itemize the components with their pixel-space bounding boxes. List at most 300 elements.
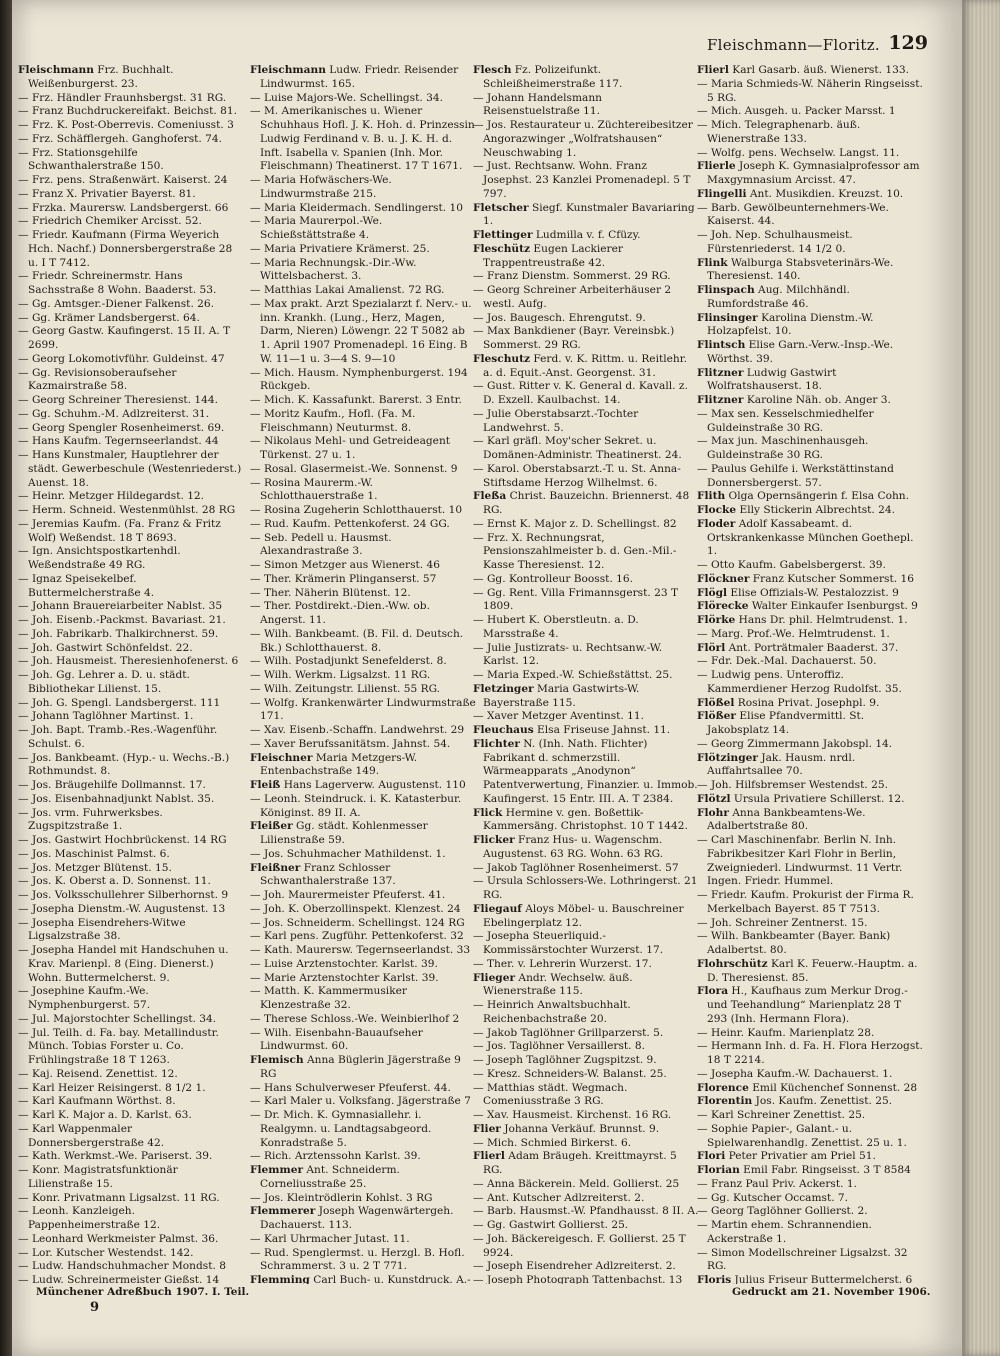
- directory-entry: [18, 724, 244, 752]
- entry-surname: Flierl: [697, 64, 729, 76]
- directory-entry: [250, 243, 476, 257]
- entry-text: — Jos. Taglöhner Versaillerst. 8.: [473, 1040, 646, 1053]
- entry-text: Ant. Musikdien. Kreuzst. 10.: [746, 187, 904, 200]
- entry-surname: Florentin: [697, 1095, 753, 1108]
- entry-text: Karolina Dienstm.-W. Holzapfelst. 10.: [707, 311, 874, 338]
- directory-entry: [250, 477, 476, 505]
- book-spine-shadow: [0, 0, 12, 1356]
- directory-entry: [473, 1192, 699, 1206]
- directory-entry: [473, 807, 699, 835]
- directory-entry: [697, 1247, 923, 1275]
- directory-entry: [697, 202, 923, 230]
- entry-surname: Flohr: [697, 806, 729, 819]
- entry-text: — M. Amerikanisches u. Wiener Schuhhaus Hofl. J. K. Hoh. d. Prinzessin Ludwig Ferdinand v. B. u. J. K. H. d. Inft. Isabella v. Spanien (Inh. Mor. Fleischmann) Theatinerst. 17 T 1671.: [250, 105, 475, 173]
- entry-surname: Flora: [697, 985, 729, 998]
- column-4: [697, 64, 923, 1284]
- directory-entry: [473, 1027, 699, 1041]
- entry-text: Karl Gasarb. äuß. Wienerst. 133.: [728, 64, 909, 76]
- entry-text: — Jos. Schuhmacher Mathildenst. 1.: [250, 847, 446, 860]
- directory-entry: [18, 1095, 244, 1109]
- directory-entry: [250, 724, 476, 738]
- entry-text: — Franz Paul Priv. Ackerst. 1.: [697, 1177, 857, 1190]
- directory-entry: [18, 1192, 244, 1206]
- directory-entry: [18, 573, 244, 601]
- entry-text: — Konr. Privatmann Ligsalzst. 11 RG.: [18, 1191, 220, 1204]
- directory-entry: [18, 1205, 244, 1233]
- directory-entry: [473, 1260, 699, 1274]
- entry-text: — Jos. Gastwirt Hochbrückenst. 14 RG: [18, 834, 227, 846]
- entry-text: H., Kaufhaus zum Merkur Drog.- und Teehandlung“ Marienplatz 28 T 293 (Inh. Hermann Flora).: [707, 985, 908, 1025]
- directory-entry: [473, 1068, 699, 1082]
- entry-surname: Flierle: [697, 160, 736, 173]
- directory-entry: [18, 174, 244, 188]
- entry-text: — Gg. Kutscher Occamst. 7.: [697, 1191, 849, 1204]
- entry-text: — Gg. Schuhm.-M. Adlzreiterst. 31.: [18, 407, 210, 420]
- entry-text: — Jeremias Kaufm. (Fa. Franz & Fritz Wolf) Weßendst. 18 T 8693.: [18, 517, 221, 544]
- entry-text: — Max Bankdiener (Bayr. Vereinsbk.) Sommerst. 29 RG.: [473, 325, 675, 351]
- entry-text: — Josepha Eisendrehers-Witwe Ligsalzstraße 38.: [18, 916, 186, 943]
- entry-text: — Hans Kunstmaler, Hauptlehrer der städt. Gewerbeschule (Westenriederst.) Auenst. 18.: [18, 449, 242, 489]
- entry-text: — Georg Zimmermann Jakobspl. 14.: [697, 737, 893, 750]
- entry-text: Anna Büglerin Jägerstraße 9 RG: [260, 1054, 461, 1080]
- entry-text: — Rud. Spenglermst. u. Herzgl. B. Hofl. Schrammerst. 3 u. 2 T 771.: [250, 1246, 465, 1273]
- entry-text: — Joh. Schreiner Zentnerst. 15.: [697, 916, 868, 929]
- entry-text: — Xav. Eisenb.-Schaffn. Landwehrst. 29: [250, 724, 465, 736]
- column-1: [18, 64, 244, 1284]
- entry-text: Elise Garn.-Verw.-Insp.-We. Wörthst. 39.: [707, 339, 894, 365]
- entry-text: — Karl Maler u. Volksfang. Jägerstraße 7: [250, 1095, 471, 1108]
- directory-entry: [697, 1205, 923, 1219]
- directory-entry: [250, 1247, 476, 1275]
- entry-text: — Joh. Bäckereigesch. F. Gollierst. 25 T 9924.: [473, 1232, 686, 1259]
- entry-text: — Friedr. Kaufmann (Firma Weyerich Hch. Nachf.) Donnersbergerstraße 28 u. I T 7412.: [18, 229, 233, 269]
- directory-entry: [473, 312, 699, 326]
- directory-entry: [473, 930, 699, 958]
- directory-entry: [473, 683, 699, 711]
- entry-text: — Leonh. Steindruck. i. K. Katasterbur. Königinst. 89 II. A.: [250, 792, 462, 819]
- directory-entry: [250, 1150, 476, 1164]
- entry-text: — Ludwig pens. Unteroffiz. Kammerdiener Herzog Rudolfst. 35.: [697, 669, 902, 695]
- footer-publication: Münchener Adreßbuch 1907. I. Teil.: [36, 1286, 250, 1298]
- entry-text: — Gg. Revisionsoberaufseher Kazmairstraße 58.: [18, 366, 177, 393]
- directory-entry: [18, 119, 244, 133]
- entry-surname: Fleißer: [250, 820, 293, 833]
- directory-entry: [697, 1068, 923, 1082]
- entry-text: — Therese Schloss.-We. Weinbierlhof 2: [250, 1012, 460, 1025]
- directory-entry: [18, 1082, 244, 1096]
- entry-text: Hans Dr. phil. Helmtrudenst. 1.: [735, 614, 908, 626]
- directory-entry: [697, 1219, 923, 1247]
- entry-text: — Georg Schreiner Theresienst. 144.: [18, 394, 218, 406]
- directory-entry: [18, 1164, 244, 1192]
- entry-text: — Ign. Ansichtspostkartenhdl. Weßendstraße 49 RG.: [18, 545, 181, 571]
- entry-text: Johanna Verkäuf. Brunnst. 9.: [500, 1122, 660, 1135]
- entry-text: Emil Küchenchef Sonnenst. 28: [748, 1081, 918, 1094]
- directory-entry: [250, 655, 476, 669]
- entry-text: Karoline Näh. ob. Anger 3.: [743, 394, 891, 406]
- entry-text: N. (Inh. Nath. Flichter) Fabrikant d. schmerzstill. Wärmeapparats „Anodynon“ Patentverwertung, Finanzier. u. Immob. Kaufingerst. 15 Entr. III. A. T 2384.: [483, 737, 698, 805]
- entry-surname: Fleßa: [473, 490, 507, 503]
- directory-entry: [697, 188, 923, 202]
- entry-text: — Maria Rechnungsk.-Dir.-Ww. Wittelsbacherst. 3.: [250, 256, 417, 283]
- entry-text: — Marg. Prof.-We. Helmtrudenst. 1.: [697, 627, 890, 640]
- directory-entry: [250, 1109, 476, 1150]
- directory-entry: [18, 325, 244, 353]
- entry-text: — Franz Dienstm. Sommerst. 29 RG.: [473, 270, 671, 283]
- directory-entry: [473, 284, 699, 312]
- directory-entry: [697, 985, 923, 1026]
- entry-text: — Georg Taglöhner Gollierst. 2.: [697, 1205, 868, 1218]
- directory-entry: [473, 490, 699, 518]
- directory-entry: [250, 284, 476, 298]
- entry-surname: Fleischmann: [250, 64, 326, 76]
- entry-surname: Flögl: [697, 586, 728, 599]
- entry-text: — Georg Gastw. Kaufingerst. 15 II. A. T 2699.: [18, 325, 231, 351]
- entry-text: Julius Friseur Buttermelcherst. 6: [731, 1274, 913, 1284]
- entry-text: — Josepha Steuerliquid.-Kommissärstochter Wurzerst. 17.: [473, 930, 664, 956]
- entry-text: — Dr. Mich. K. Gymnasiallehr. i. Realgymn. u. Landtagsabgeord. Konradstraße 5.: [250, 1109, 432, 1149]
- directory-entry: [18, 655, 244, 669]
- entry-surname: Flohrschütz: [697, 957, 768, 970]
- directory-entry: [250, 793, 476, 821]
- entry-text: Elsa Friseuse Jahnst. 11.: [533, 724, 671, 736]
- directory-entry: [18, 64, 244, 92]
- directory-entry: [473, 380, 699, 408]
- page-footer: [12, 1286, 962, 1326]
- entry-text: — Franz Buchdruckereifakt. Beichst. 81.: [18, 105, 237, 118]
- entry-text: — Paulus Gehilfe i. Werkstättinstand Donnersbergerst. 57.: [697, 462, 894, 489]
- entry-surname: Flötzinger: [697, 751, 758, 764]
- entry-surname: Fleischmann: [18, 64, 94, 76]
- directory-entry: [250, 1013, 476, 1027]
- entry-surname: Flier: [473, 1122, 501, 1135]
- entry-text: — Matthias Lakai Amalienst. 72 RG.: [250, 284, 445, 296]
- entry-text: — Jul. Teilh. d. Fa. bay. Metallindustr. Münch. Tobias Forster u. Co. Frühlingstraße 18 T 1263.: [18, 1026, 219, 1066]
- directory-entry: [473, 669, 699, 683]
- directory-entry: [697, 1095, 923, 1109]
- directory-entry: [697, 119, 923, 147]
- directory-entry: [18, 848, 244, 862]
- directory-entry: [18, 779, 244, 793]
- entry-text: — Mich. Hausm. Nymphenburgerst. 194 Rückgeb.: [250, 366, 468, 393]
- directory-entry: [697, 229, 923, 257]
- entry-text: — Frz. Stationsgehilfe Schwanthalerstraße 150.: [18, 146, 164, 173]
- entry-surname: Flierl: [473, 1150, 505, 1163]
- directory-entry: [697, 312, 923, 340]
- directory-entry: [18, 862, 244, 876]
- directory-entry: [697, 710, 923, 738]
- entry-text: — Gg. Rent. Villa Frimannsgerst. 23 T 1809.: [473, 586, 679, 613]
- directory-entry: [250, 848, 476, 862]
- directory-entry: [18, 394, 244, 408]
- entry-surname: Flicker: [473, 834, 515, 846]
- directory-entry: [473, 270, 699, 284]
- entry-surname: Flörl: [697, 641, 726, 654]
- entry-surname: Flöckner: [697, 572, 750, 585]
- entry-text: Emil Fabr. Ringseisst. 3 T 8584: [739, 1164, 911, 1176]
- entry-text: — Frz. Händler Fraunhsbergst. 31 RG.: [18, 91, 227, 104]
- entry-text: Walburga Stabsveterinärs-We. Theresienst. 140.: [707, 256, 894, 283]
- entry-text: — Julie Oberstabsarzt.-Tochter Landwehrst. 5.: [473, 407, 639, 434]
- entry-text: — Jul. Majorstochter Schellingst. 34.: [18, 1012, 217, 1025]
- directory-entry: [18, 1247, 244, 1261]
- directory-entry: [250, 367, 476, 395]
- directory-entry: [18, 312, 244, 326]
- entry-text: — Max prakt. Arzt Spezialarzt f. Nerv.- u. inn. Krankh. (Lung., Herz, Magen, Darm, Nieren) Löwengr. 22 T 5082 ab 1. April 1907 Promenadepl. 16 Eing. B W. 11—1 u. 3—4 S. 9—10: [250, 297, 472, 365]
- entry-text: — Fdr. Dek.-Mal. Dachauerst. 50.: [697, 655, 877, 668]
- entry-text: — Matth. K. Kammermusiker Klenzestraße 32.: [250, 985, 407, 1011]
- directory-entry: [250, 697, 476, 725]
- entry-text: — Jos. K. Oberst a. D. Sonnenst. 11.: [18, 875, 211, 888]
- entry-text: — Jos. Kleintrödlerin Kohlst. 3 RG: [250, 1191, 433, 1204]
- directory-entry: [250, 408, 476, 436]
- entry-text: — Ludw. Handschuhmacher Mondst. 8: [18, 1260, 226, 1273]
- directory-entry: [473, 435, 699, 463]
- directory-entry: [18, 298, 244, 312]
- directory-entry: [250, 202, 476, 216]
- entry-text: — Georg Lokomotivführ. Guldeinst. 47: [18, 352, 225, 365]
- directory-entry: [697, 600, 923, 614]
- directory-entry: [473, 862, 699, 876]
- directory-entry: [18, 133, 244, 147]
- entry-text: — Heinrich Anwaltsbuchhalt. Reichenbachstraße 20.: [473, 999, 631, 1025]
- entry-text: — Ther. v. Lehrerin Wurzerst. 17.: [473, 957, 652, 970]
- directory-entry: [18, 752, 244, 780]
- entry-text: Frz. Buchhalt. Weißenburgerst. 23.: [28, 64, 174, 90]
- entry-surname: Fleiß: [250, 779, 281, 791]
- entry-text: Jos. Kaufm. Zenettist. 25.: [752, 1095, 893, 1108]
- directory-entry: [18, 422, 244, 436]
- entry-text: — Josepha Kaufm.-W. Dachauerst. 1.: [697, 1067, 893, 1080]
- directory-entry: [697, 367, 923, 395]
- entry-text: — Leonhard Werkmeister Palmst. 36.: [18, 1232, 219, 1245]
- entry-text: — Ursula Schlossers-We. Lothringerst. 21 RG.: [473, 875, 698, 901]
- directory-entry: [18, 408, 244, 422]
- entry-text: — Joh. Bapt. Tramb.-Res.-Wagenführ. Schulst. 6.: [18, 724, 218, 750]
- directory-entry: [473, 1137, 699, 1151]
- directory-entry: [250, 92, 476, 106]
- directory-entry: [697, 339, 923, 367]
- directory-entry: [250, 1054, 476, 1082]
- entry-text: Elly Stickerin Albrechtst. 24.: [736, 504, 895, 516]
- entry-text: — Hans Kaufm. Tegernseerlandst. 44: [18, 435, 219, 448]
- directory-entry: [473, 1205, 699, 1219]
- entry-text: — Johann Brauereiarbeiter Nablst. 35: [18, 600, 223, 613]
- entry-surname: Fleißner: [250, 861, 301, 874]
- entry-text: — Jos. Eisenbahnadjunkt Nablst. 35.: [18, 792, 215, 805]
- directory-entry: [473, 518, 699, 532]
- entry-text: Siegf. Kunstmaler Bavariaring 1.: [483, 201, 695, 228]
- entry-text: — Wolfg. Krankenwärter Lindwurmstraße 171.: [250, 696, 476, 723]
- entry-surname: Flemisch: [250, 1054, 304, 1066]
- entry-text: — Frz. K. Post-Oberrevis. Comeniusst. 3: [18, 119, 234, 131]
- entry-text: Olga Opernsängerin f. Elsa Cohn.: [725, 490, 909, 503]
- directory-entry: [18, 435, 244, 449]
- directory-entry: [697, 628, 923, 642]
- entry-text: Fz. Polizeifunkt. Schleißheimerstraße 117.: [483, 64, 623, 90]
- entry-text: — Ernst K. Major z. D. Schellingst. 82: [473, 517, 677, 530]
- entry-text: — Joh. Hilfsbremser Westendst. 25.: [697, 779, 888, 791]
- directory-entry: [18, 614, 244, 628]
- directory-entry: [18, 917, 244, 945]
- entry-text: — Maria Hofwäschers-We. Lindwurmstraße 215.: [250, 174, 392, 200]
- directory-entry: [697, 1123, 923, 1151]
- directory-entry: [697, 504, 923, 518]
- entry-surname: Fleischner: [250, 751, 313, 764]
- directory-entry: [250, 1095, 476, 1109]
- directory-entry: [697, 1082, 923, 1096]
- directory-entry: [250, 752, 476, 780]
- directory-entry: [473, 532, 699, 573]
- directory-entry: [250, 889, 476, 903]
- entry-text: — Frz. X. Rechnungsrat, Pensionszahlmeister b. d. Gen.-Mil.-Kasse Theresienst. 12.: [473, 531, 677, 571]
- entry-text: — Joh. Fabrikarb. Thalkirchnerst. 59.: [18, 627, 219, 640]
- directory-entry: [250, 504, 476, 518]
- entry-text: Christ. Bauzeichn. Briennerst. 48 RG.: [483, 490, 690, 516]
- entry-text: — Friedr. Schreinermstr. Hans Sachsstraße 8 Wohn. Baaderst. 53.: [18, 270, 217, 296]
- directory-entry: [473, 834, 699, 862]
- directory-entry: [473, 243, 699, 271]
- directory-entry: [697, 257, 923, 285]
- directory-entry: [697, 655, 923, 669]
- directory-entry: [697, 1150, 923, 1164]
- entry-text: — Maria Maurerpol.-We. Schießstättstraße 4.: [250, 215, 383, 241]
- directory-entry: [18, 545, 244, 573]
- entry-surname: Flitzner: [697, 366, 744, 379]
- entry-text: — Karl Kaufmann Wörthst. 8.: [18, 1095, 176, 1108]
- entry-text: Ant. Porträtmaler Baaderst. 37.: [725, 641, 899, 654]
- entry-text: — Johann Taglöhner Martinst. 1.: [18, 710, 194, 723]
- entry-text: — Jos. Maschinist Palmst. 6.: [18, 847, 170, 860]
- directory-entry: [18, 697, 244, 711]
- entry-text: — Gg. Gastwirt Gollierst. 25.: [473, 1219, 629, 1231]
- entry-text: — Jos. Restaurateur u. Züchtereibesitzer Angorazwinger „Wolfratshausen“ Neuschwabing 1.: [473, 119, 693, 159]
- entry-surname: Flemmerer: [250, 1205, 316, 1218]
- directory-entry: [473, 972, 699, 1000]
- entry-text: Franz Hus- u. Wagenschm. Augustenst. 63 RG. Wohn. 63 RG.: [483, 834, 664, 860]
- entry-text: — Karl Uhrmacher Jutast. 11.: [250, 1232, 410, 1245]
- entry-surname: Flingelli: [697, 187, 747, 200]
- entry-text: — Kath. Maurersw. Tegernseerlandst. 33: [250, 944, 471, 956]
- directory-entry: [250, 944, 476, 958]
- directory-entry: [697, 697, 923, 711]
- entry-text: — Hubert K. Oberstleutn. a. D. Marsstraße 4.: [473, 614, 639, 640]
- entry-text: — Wilh. Bankbeamter (Bayer. Bank) Adalbertst. 80.: [697, 930, 891, 956]
- entry-text: — Barb. Hausmst.-W. Pfandhausst. 8 II. A.: [473, 1205, 699, 1218]
- directory-entry: [697, 669, 923, 697]
- entry-surname: Flith: [697, 490, 726, 503]
- entry-text: — Heinr. Metzger Hildegardst. 12.: [18, 490, 205, 503]
- directory-entry: [18, 490, 244, 504]
- directory-entry: [18, 642, 244, 656]
- entry-text: — Ant. Kutscher Adlzreiterst. 2.: [473, 1191, 645, 1204]
- directory-entry: [473, 710, 699, 724]
- entry-text: Ludwig Gastwirt Wolfratshauserst. 18.: [707, 366, 837, 393]
- directory-entry: [697, 64, 923, 78]
- entry-text: — Rosal. Glasermeist.-We. Sonnenst. 9: [250, 462, 458, 475]
- entry-text: — Wilh. Werkm. Ligsalzst. 11 RG.: [250, 669, 431, 681]
- entry-text: — Wolfg. pens. Wechselw. Langst. 11.: [697, 146, 900, 159]
- entry-text: — Johann Handelsmann Reisenstuelstraße 11.: [473, 91, 602, 118]
- directory-entry: [250, 683, 476, 697]
- entry-text: Joseph K. Gymnasialprofessor am Maxgymnasium Arcisst. 47.: [707, 160, 920, 186]
- entry-text: — Ther. Postdirekt.-Dien.-Ww. ob. Angerst. 11.: [250, 600, 430, 626]
- entry-text: — Joh. K. Oberzollinspekt. Klenzest. 24: [250, 902, 461, 915]
- entry-surname: Flemming: [250, 1274, 310, 1284]
- directory-entry: [473, 64, 699, 92]
- entry-surname: Flieger: [473, 971, 516, 984]
- directory-entry: [697, 160, 923, 188]
- directory-entry: [473, 1054, 699, 1068]
- entry-text: — Jos. vrm. Fuhrwerksbes. Zugspitzstraße 1.: [18, 806, 163, 833]
- entry-text: — Kath. Werkmst.-We. Pariserst. 39.: [18, 1150, 213, 1163]
- directory-entry: [250, 930, 476, 944]
- entry-text: — Moritz Kaufm., Hofl. (Fa. M. Fleischmann) Neuturmst. 8.: [250, 407, 416, 434]
- directory-entry: [250, 1205, 476, 1233]
- directory-entry: [473, 92, 699, 120]
- directory-entry: [697, 807, 923, 835]
- entry-text: — Hermann Inh. d. Fa. H. Flora Herzogst. 18 T 2214.: [697, 1040, 923, 1066]
- directory-entry: [697, 752, 923, 780]
- entry-text: — Karl gräfl. Moy'scher Sekret. u. Domänen-Administr. Theatinerst. 24.: [473, 435, 682, 461]
- directory-entry: [473, 408, 699, 436]
- directory-entry: [18, 944, 244, 985]
- directory-entry: [473, 1219, 699, 1233]
- entry-text: Jak. Hausm. nrdl. Auffahrtsallee 70.: [707, 751, 856, 778]
- entry-text: — Barb. Gewölbeunternehmers-We. Kaiserst. 44.: [697, 201, 889, 228]
- entry-text: — Ignaz Speisekelbef. Buttermelcherstraße 4.: [18, 572, 155, 599]
- entry-surname: Flocke: [697, 504, 737, 516]
- directory-entry: [473, 642, 699, 670]
- directory-entry: [697, 78, 923, 106]
- entry-text: — Kaj. Reisend. Zenettist. 12.: [18, 1067, 178, 1080]
- entry-text: — Herm. Schneid. Westenmühlst. 28 RG: [18, 504, 236, 516]
- directory-entry: [18, 270, 244, 298]
- entry-text: Franz Schlosser Schwanthalerstraße 137.: [260, 861, 396, 888]
- entry-text: — Otto Kaufm. Gabelsbergerst. 39.: [697, 559, 886, 571]
- column-2: [250, 64, 476, 1284]
- directory-entry: [250, 174, 476, 202]
- entry-text: — Josepha Handel mit Handschuhen u. Krav. Marienpl. 8 (Eing. Dienerst.) Wohn. Buttermelcherst. 9.: [18, 944, 229, 984]
- entry-text: — Joh. Gg. Lehrer a. D. u. städt. Bibliothekar Lilienst. 15.: [18, 669, 190, 695]
- entry-text: — Julie Justizrats- u. Rechtsanw.-W. Karlst. 12.: [473, 641, 663, 668]
- directory-entry: [697, 587, 923, 601]
- directory-entry: [250, 1027, 476, 1055]
- entry-surname: Floder: [697, 517, 736, 530]
- entry-text: — Heinr. Kaufm. Marienplatz 28.: [697, 1026, 875, 1039]
- directory-entry: [473, 1233, 699, 1261]
- directory-entry: [250, 105, 476, 174]
- directory-entry: [18, 1068, 244, 1082]
- entry-surname: Flori: [697, 1150, 726, 1163]
- directory-entry: [18, 504, 244, 518]
- entry-text: Andr. Wechselw. äuß. Wienerstraße 115.: [483, 971, 633, 998]
- entry-surname: Floris: [697, 1274, 732, 1284]
- directory-entry: [250, 862, 476, 890]
- directory-entry: [697, 573, 923, 587]
- directory-entry: [250, 215, 476, 243]
- entry-text: Joseph Wagenwärtergeh. Dachauerst. 113.: [260, 1205, 454, 1231]
- entry-text: — Maria Privatiere Krämerst. 25.: [250, 242, 430, 255]
- entry-text: — Karl K. Major a. D. Karlst. 63.: [18, 1109, 192, 1121]
- entry-surname: Fleschutz: [473, 352, 531, 365]
- directory-entry: [473, 958, 699, 972]
- entry-text: — Mich. Ausgeh. u. Packer Marsst. 1: [697, 105, 896, 118]
- entry-surname: Flörke: [697, 614, 736, 626]
- directory-entry: [473, 614, 699, 642]
- directory-entry: [18, 367, 244, 395]
- directory-entry: [697, 614, 923, 628]
